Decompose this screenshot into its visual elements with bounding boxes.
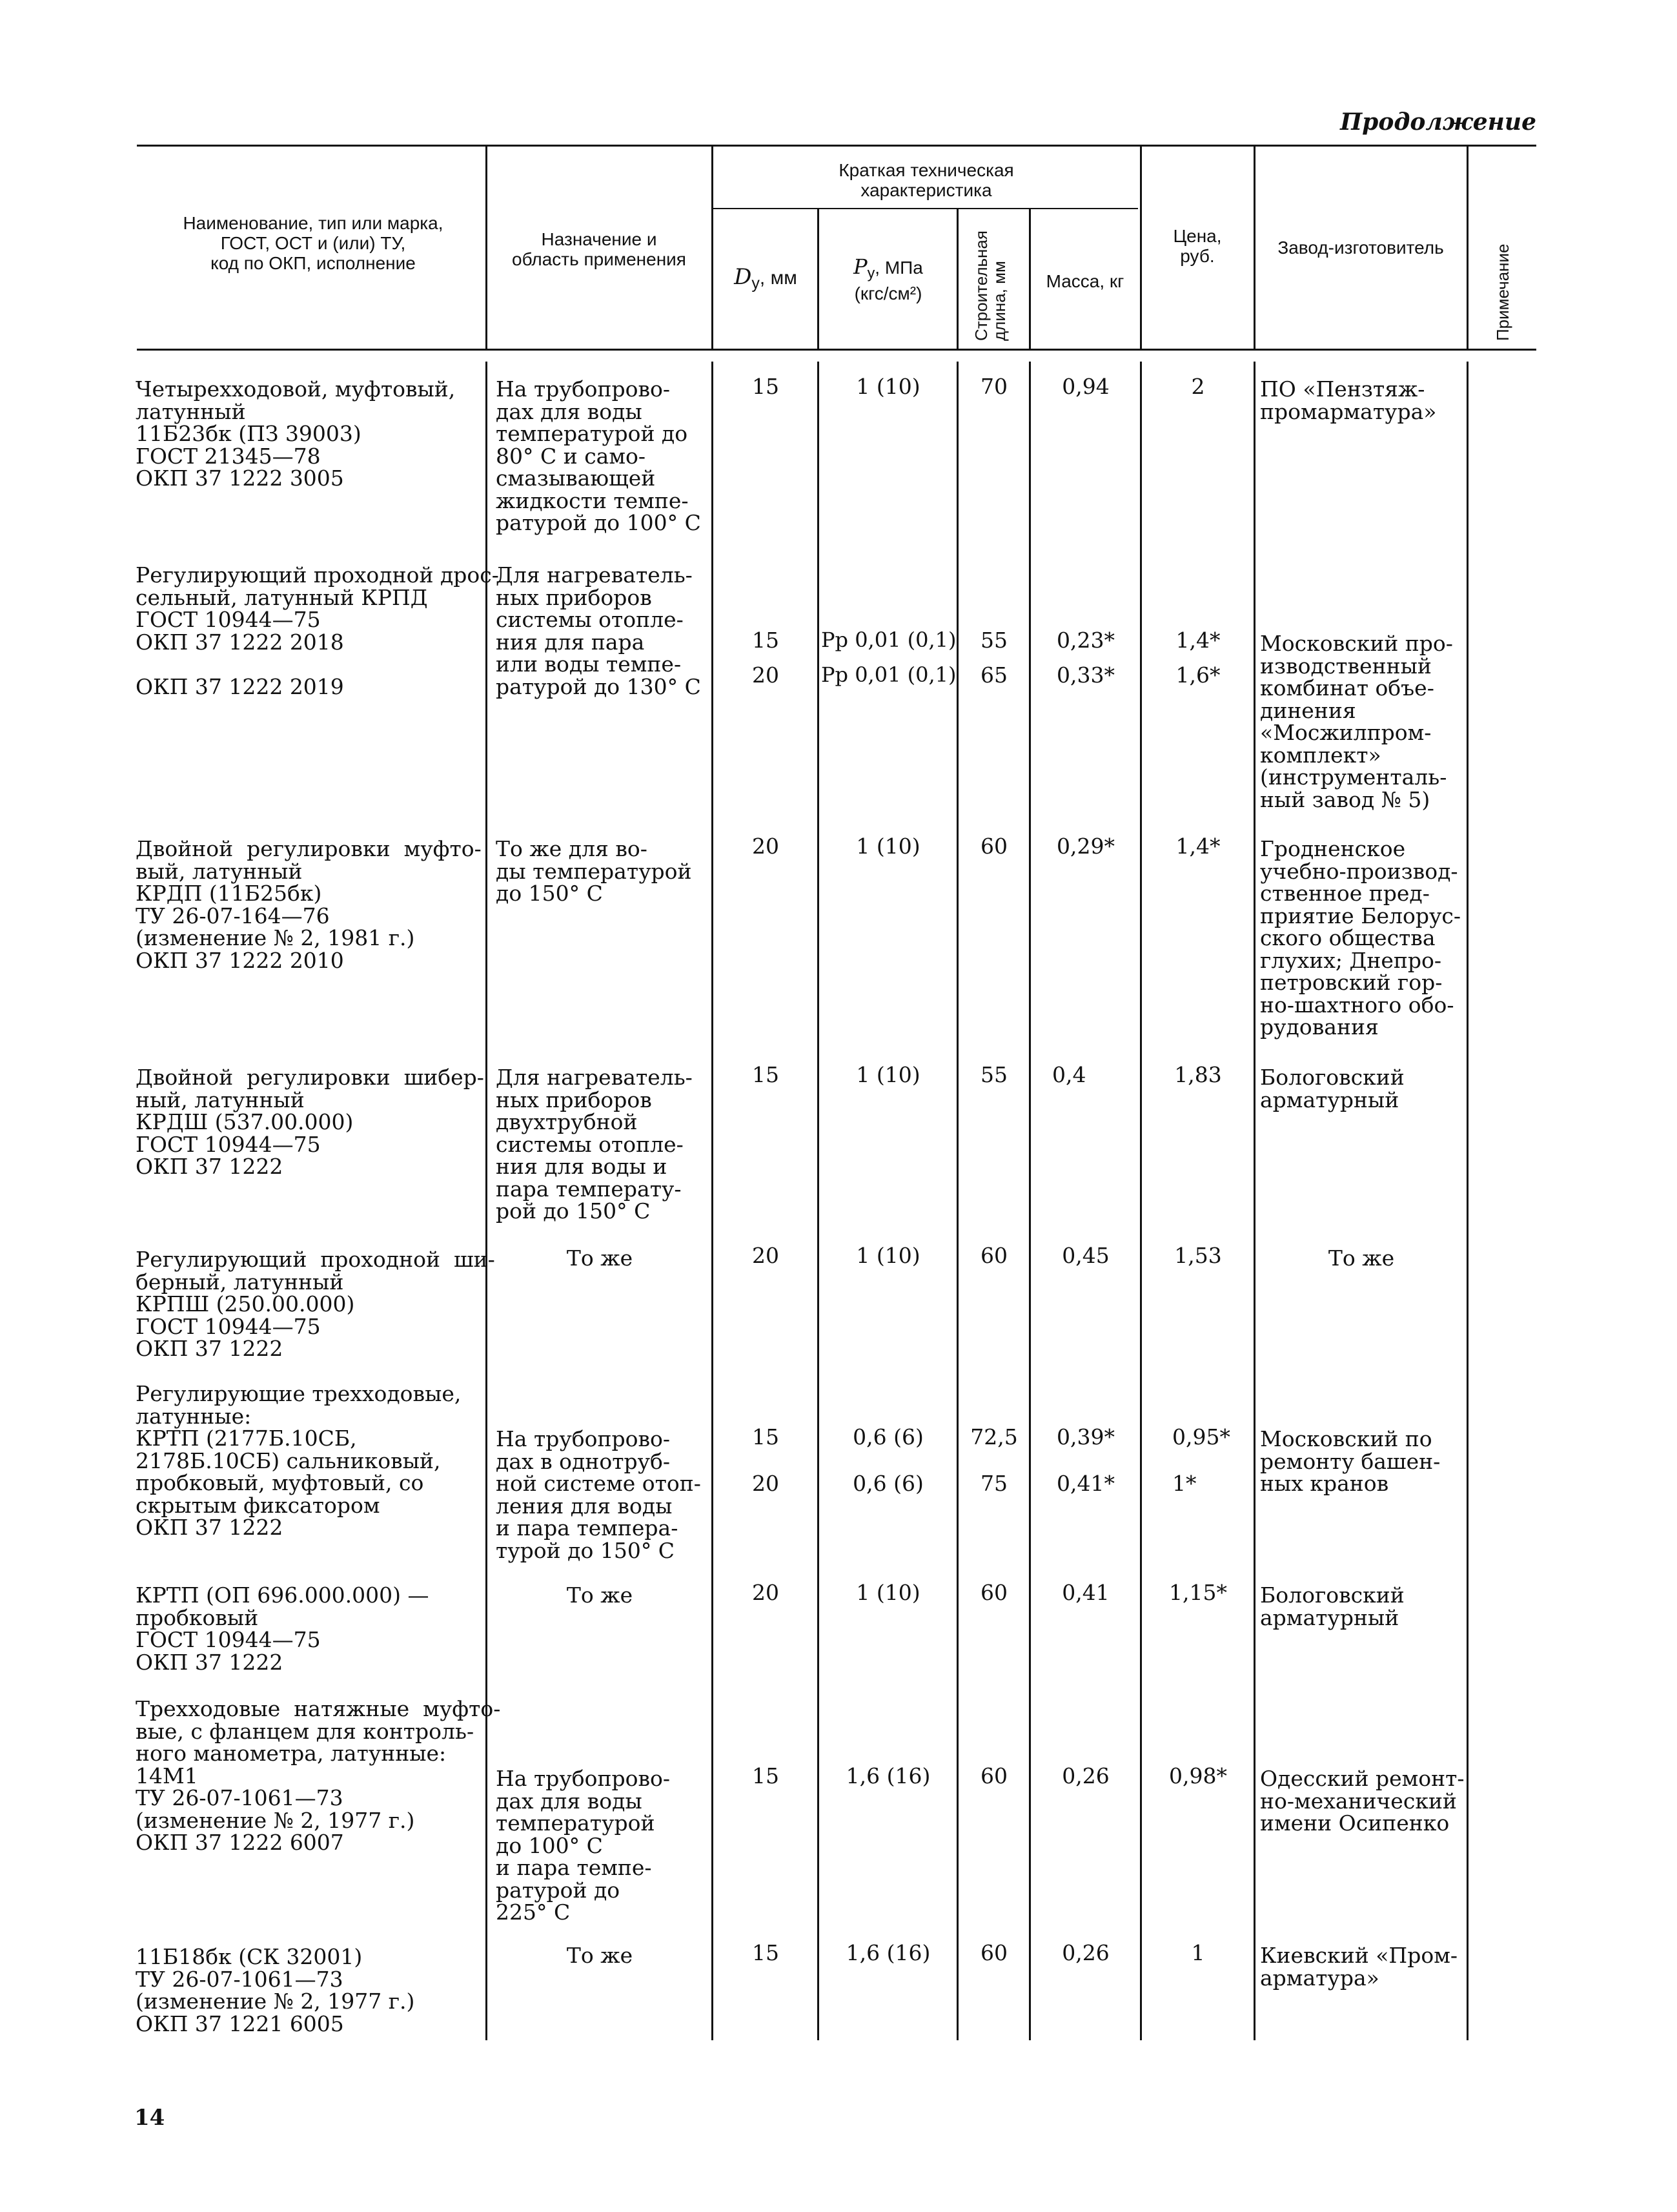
col-divider-8 [1467, 146, 1469, 349]
row-4-dy: 20 [752, 1243, 779, 1268]
row-4-maker: То же [1328, 1245, 1395, 1271]
body-divider-4 [957, 362, 959, 2040]
row-4-price: 1,53 [1174, 1243, 1222, 1268]
header-price: Цена, руб. [1173, 226, 1222, 266]
row-6-py: 1 (10) [856, 1580, 920, 1605]
row-3-py: 1 (10) [856, 1062, 920, 1087]
row-0-name: Четырехходовой, муфтовый, латунный 11Б23бк (ПЗ 39003) ГОСТ 21345—78 ОКП 37 1222 3005 [136, 376, 456, 491]
body-divider-7 [1254, 362, 1255, 2040]
row-6-mass: 0,41 [1062, 1580, 1110, 1605]
row-1-name: Регулирующий проходной дрос- сельный, латунный КРПД ГОСТ 10944—75 ОКП 37 1222 2018 ОКП 37 1222 2019 [136, 562, 499, 699]
body-divider-2 [711, 362, 713, 2040]
row-7-name: Трехходовые натяжные муфто- вые, с фланцем для контроль- ного манометра, латунные: 14М1 ТУ 26-07-1061—73 (изменение № 2, 1977 г.) ОКП 37 1222 6007 [136, 1696, 501, 1855]
row-0-purpose: На трубопрово- дах для воды температурой до 80° С и само- смазывающей жидкости темпе- ратурой до 100° С [496, 376, 701, 535]
row-6-len: 60 [981, 1580, 1008, 1605]
row-6-purpose: То же [566, 1582, 633, 1608]
header-tech-group: Краткая техническая характеристика [838, 160, 1014, 200]
header-dy [715, 264, 816, 294]
row-0-len: 70 [981, 374, 1008, 399]
row-8-mass: 0,26 [1062, 1940, 1110, 1965]
row-6-dy: 20 [752, 1580, 779, 1605]
row-0-maker: ПО «Пензтяж- промарматура» [1260, 376, 1437, 424]
row-3-price: 1,83 [1174, 1062, 1222, 1087]
col-divider-1 [485, 146, 487, 349]
row-5-len: 72,5 75 [970, 1424, 1018, 1496]
row-3-mass: 0,4 [1052, 1062, 1086, 1087]
row-0-dy: 15 [752, 374, 779, 399]
row-5-py: 0,6 (6) 0,6 (6) [853, 1424, 924, 1496]
row-8-price: 1 [1191, 1940, 1205, 1965]
table-top-rule [137, 145, 1536, 147]
header-dy-sub: у [751, 274, 760, 292]
col-divider-4 [957, 209, 959, 349]
row-3-purpose: Для нагреватель- ных приборов двухтрубной системы отопле- ния для воды и пара температу- рой до 150° С [496, 1065, 693, 1224]
header-dy-unit: , мм [759, 267, 797, 289]
row-1-price: 1,4* 1,6* [1175, 628, 1221, 688]
header-py-unit2: (кгс/см²) [854, 283, 922, 303]
row-6-price: 1,15* [1169, 1580, 1227, 1605]
row-3-name: Двойной регулировки шибер- ный, латунный КРДШ (537.00.000) ГОСТ 10944—75 ОКП 37 1222 [136, 1065, 484, 1179]
header-length: Строительная длина, мм [971, 230, 1009, 341]
row-8-py: 1,6 (16) [846, 1940, 931, 1965]
row-2-len: 60 [981, 834, 1008, 859]
row-4-mass: 0,45 [1062, 1243, 1110, 1268]
row-4-purpose: То же [566, 1245, 633, 1271]
row-7-price: 0,98* [1169, 1763, 1227, 1788]
row-5-purpose: На трубопрово- дах в однотруб- ной системе отоп- ления для воды и пара темпера- турой до 150° С [496, 1426, 701, 1563]
row-3-len: 55 [981, 1062, 1008, 1087]
row-2-price: 1,4* [1175, 834, 1221, 859]
row-2-maker: Гродненское учебно-производ- ственное пред- приятие Белорус- ского общества глухих; Днепро- петровский гор- но-шахтного обо- рудования [1260, 836, 1461, 1039]
row-1-py: Pр 0,01 (0,1) Pр 0,01 (0,1) [821, 628, 957, 687]
row-7-maker: Одесский ремонт- но-механический имени Осипенко [1260, 1766, 1465, 1836]
header-maker: Завод-изготовитель [1277, 238, 1444, 258]
col-divider-3 [817, 209, 819, 349]
row-5-name: Регулирующие трехходовые, латунные: КРТП (2177Б.10СБ, 2178Б.10СБ) сальниковый, пробковый, муфтовый, со скрытым фиксатором ОКП 37 1222 [136, 1381, 462, 1540]
row-8-purpose: То же [566, 1943, 633, 1968]
row-5-dy: 15 20 [752, 1424, 779, 1496]
header-purpose: Назначение и область применения [512, 229, 686, 269]
row-6-maker: Бологовский арматурный [1260, 1582, 1405, 1630]
row-8-name: 11Б18бк (СК 32001) ТУ 26-07-1061—73 (изменение № 2, 1977 г.) ОКП 37 1221 6005 [136, 1944, 415, 2036]
row-7-purpose: На трубопрово- дах для воды температурой до 100° С и пара темпе- ратурой до 225° С [496, 1766, 671, 1925]
row-3-dy: 15 [752, 1062, 779, 1087]
row-2-py: 1 (10) [856, 834, 920, 859]
row-1-dy: 15 20 [752, 628, 779, 688]
header-bottom-rule [137, 349, 1536, 351]
row-4-py: 1 (10) [856, 1243, 920, 1268]
row-8-len: 60 [981, 1940, 1008, 1965]
page-number: 14 [134, 2105, 165, 2131]
header-py-symbol: P [853, 254, 868, 279]
row-3-maker: Бологовский арматурный [1260, 1065, 1405, 1112]
row-7-len: 60 [981, 1763, 1008, 1788]
row-4-len: 60 [981, 1243, 1008, 1268]
row-2-name: Двойной регулировки муфто- вый, латунный КРДП (11Б25бк) ТУ 26-07-164—76 (изменение № 2, 1981 г.) ОКП 37 1222 2010 [136, 836, 482, 973]
row-6-name: КРТП (ОП 696.000.000) — пробковый ГОСТ 10944—75 ОКП 37 1222 [136, 1582, 429, 1675]
subheader-rule [713, 208, 1138, 209]
row-2-dy: 20 [752, 834, 779, 859]
header-py-sub: у [867, 264, 875, 282]
row-7-py: 1,6 (16) [846, 1763, 931, 1788]
continuation-label: Продолжение [1340, 108, 1536, 136]
body-divider-5 [1029, 362, 1031, 2040]
row-4-name: Регулирующий проходной ши- берный, латунный КРПШ (250.00.000) ГОСТ 10944—75 ОКП 37 1222 [136, 1247, 495, 1361]
row-1-purpose: Для нагреватель- ных приборов системы отопле- ния для пара или воды темпе- ратурой до 130° С [496, 562, 701, 699]
body-divider-6 [1140, 362, 1142, 2040]
row-0-mass: 0,94 [1062, 374, 1110, 399]
row-5-price: 0,95* 1* [1172, 1424, 1230, 1496]
row-7-mass: 0,26 [1062, 1763, 1110, 1788]
header-py [821, 254, 955, 303]
col-divider-2 [711, 146, 713, 349]
header-dy-symbol: D [734, 264, 752, 290]
header-py-unit: , МПа [875, 258, 923, 278]
col-divider-6 [1140, 146, 1142, 349]
row-0-price: 2 [1191, 374, 1205, 399]
body-divider-3 [817, 362, 819, 2040]
row-1-maker: Московский про- изводственный комбинат объе- динения «Мосжилпром- комплект» (инструменталь- ный завод № 5) [1260, 631, 1453, 812]
header-mass: Масса, кг [1046, 271, 1124, 291]
row-1-len: 55 65 [981, 628, 1008, 688]
row-5-maker: Московский по ремонту башен- ных кранов [1260, 1426, 1441, 1496]
row-2-purpose: То же для во- ды температурой до 150° С [496, 836, 692, 906]
col-divider-5 [1029, 209, 1031, 349]
row-7-dy: 15 [752, 1763, 779, 1788]
header-name: Наименование, тип или марка, ГОСТ, ОСТ и (или) ТУ, код по ОКП, исполнение [183, 213, 443, 273]
header-note: Примечание [1493, 243, 1512, 341]
row-0-py: 1 (10) [856, 374, 920, 399]
row-5-mass: 0,39* 0,41* [1057, 1424, 1115, 1496]
row-8-dy: 15 [752, 1940, 779, 1965]
row-1-mass: 0,23* 0,33* [1057, 628, 1115, 688]
body-divider-8 [1467, 362, 1469, 2040]
col-divider-7 [1254, 146, 1255, 349]
row-8-maker: Киевский «Пром- арматура» [1260, 1943, 1458, 1991]
row-2-mass: 0,29* [1057, 834, 1115, 859]
